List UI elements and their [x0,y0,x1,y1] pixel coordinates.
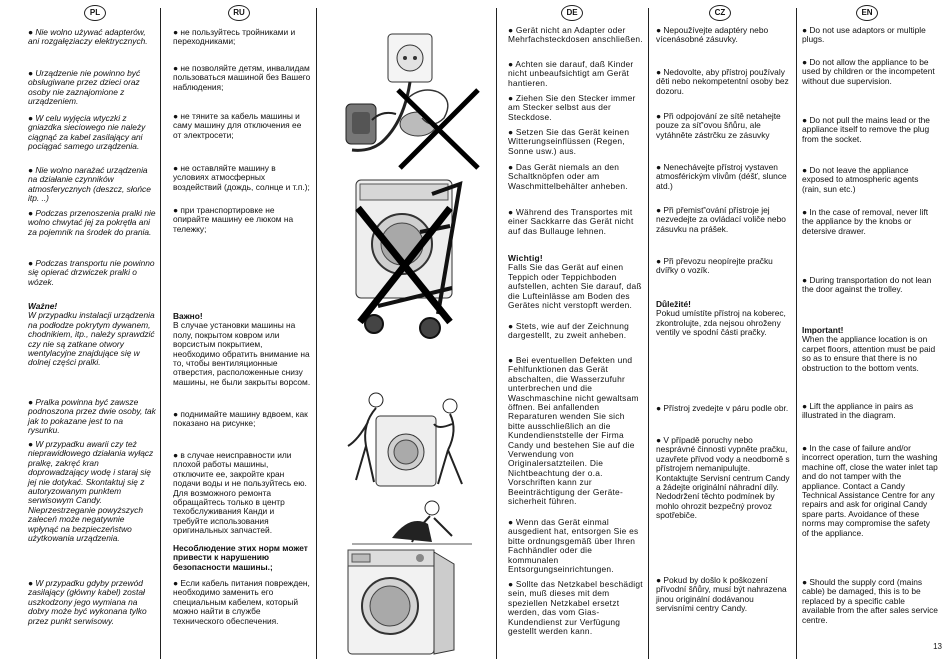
de-item-9: ● Bei eventuellen Defekten und Fehlfunktionen das Gerät abschalten, die Wasserzufuhr unterbrechen und die Waschmaschine nicht gewaltsam öffnen. Bei anfallenden Reparaturen wenden Sie sich bitte ausschließlich an die Kundendienststelle der Firma Candy und bestehen Sie auf die Verwendung von Originalersatzteilen. Die Nichtbeachtung der o.a. Vorschriften kann zur Beeinträchtigung der Geräte-sicherheit führen. [508,355,639,507]
cz-item-8: ● Přístroj zvedejte v páru podle obr. [656,403,789,413]
cz-item-10: ● Pokud by došlo k poškození přívodní šňůry, musí být nahrazena jinou originální dodávanou servisními centry Candy. [656,575,787,614]
ru-item-4: ● не оставляйте машину в условиях атмосферных воздействий (дождь, солнце и т.п.); [173,163,310,192]
ru-item-8: ● в случае неисправности или плохой работы машины, отключите ее, закройте кран подачи воды и не пользуйтесь ею. Для возможного ремонта обращайтесь только в центр техобслуживания Канди и требуйте использования оригинальных запчастей. [173,450,307,536]
lang-badge-cz: CZ [709,5,731,21]
de-item-2: ● Achten sie darauf, daß Kinder nicht unbeaufsichtigt am Gerät hantieren. [508,59,634,88]
pl-item-4: ● Nie wolno narażać urządzenia na działanie czynników atmosferycznych (deszcz, słońce itp. ..) [28,165,151,204]
pl-item-2: ● Urządzenie nie powinno być obsługiwane przez dzieci oraz osoby nie zaznajomione z urządzeniem. [28,68,141,107]
de-item-3: ● Ziehen Sie den Stecker immer am Stecker selbst aus der Steckdose. [508,93,636,122]
cz-important-note: Důležité! Pokud umístíte přístroj na koberec, zkontrolujte, zda nejsou ohroženy ventily ve spodní části pračky. [656,300,790,338]
en-important-heading: Important! [802,325,844,335]
de-item-11: ● Sollte das Netzkabel beschädigt sein, muß dieses mit dem speziellen Netzkabel ersetzt werden, das vom Gias-Kundendienst zur Verfügung gestellt werden kann. [508,579,643,637]
lang-badge-en: EN [856,5,878,21]
de-item-5: ● Das Gerät niemals an den Schaltknöpfen oder am Waschmittelbehälter anheben. [508,162,628,191]
column-divider [316,8,317,659]
ru-warning-heading: Несоблюдение этих норм может привести к нарушению безопасности машины.; [173,543,308,572]
lang-badge-de: DE [561,5,583,21]
ru-item-1: ● не пользуйтесь тройниками и переходниками; [173,27,296,47]
column-divider [648,8,649,659]
pl-important-heading: Ważne! [28,301,58,311]
en-item-4: ● Do not leave the appliance exposed to atmospheric agents (rain, sun etc.) [802,165,919,194]
page-number: 13 [933,642,942,651]
en-important-note: Important! When the appliance location is on carpet floors, attention must be paid so as to ensure that there is no obstruction to the bottom vents. [802,326,938,373]
lang-badge-ru: RU [228,5,250,21]
de-important-note: Wichtig! Falls Sie das Gerät auf einen Teppich oder Teppichboden aufstellen, achten Sie darauf, daß die Lufteinlässe am Boden des Gerätes nicht verstopft werden. [508,253,642,311]
ru-item-7: ● поднимайте машину вдвоем, как показано на рисунке; [173,409,308,429]
cz-item-4: ● Nenechávejte přístroj vystaven atmosférickým vlivům (déšť, slunce atd.) [656,162,787,191]
ru-item-3: ● не тяните за кабель машины и саму машину для отключения ее от электросети; [173,111,302,140]
column-divider [160,8,161,659]
ru-important-note: Важно! В случае установки машины на полу, покрытом ковром или ворсистым покрытием, необходимо обратить внимание на то, чтобы вентиляционные отверстия, расположенные снизу машины, не были закрыты ворсом. [173,311,311,387]
de-item-6: ● Während des Transportes mit einer Sackkarre das Gerät nicht auf das Bullauge lehnen. [508,207,634,236]
washing-machine-illustration [322,544,492,662]
column-divider [496,8,497,659]
cz-item-3: ● Při odpojování ze sítě netahejte pouze za síť'ovou šňůru, ale vytáhněte zástrčku ze zásuvky [656,111,781,140]
ru-item-5: ● при транспортировке не опирайте машину ее люком на тележку; [173,205,294,234]
pl-item-3: ● W celu wyjęcia wtyczki z gniazdka sieciowego nie należy ciągnąć za kabel zasilający ani pociągać samego urządzenia. [28,113,146,152]
lang-badge-pl: PL [84,5,106,21]
pl-item-5: ● Podczas przenoszenia pralki nie wolno chwytać jej za pokrętła ani za pojemnik na środek do prania. [28,208,156,237]
pl-item-1: ● Nie wolno używać adapterów, ani rozgałęziaczy elektrycznych. [28,27,148,47]
de-item-8: ● Stets, wie auf der Zeichnung dargestellt, zu zweit anheben. [508,321,630,341]
pl-important-note: Ważne! W przypadku instalacji urządzenia na podłodze pokrytym dywanem, chodnikiem, itp., należy sprawdzić czy nie są zatkane otwory wentylacyjne znajdujące się w dolnej części pralki. [28,301,155,368]
trolley-illustration [322,172,492,350]
cz-item-1: ● Nepoužívejte adaptéry nebo vícenásobné zásuvky. [656,25,769,45]
cz-item-5: ● Při přemisť'ování přístroje jej nezvedejte za ovládací voliče nebo zásuvku na prášek. [656,205,786,234]
de-item-10: ● Wenn das Gerät einmal ausgedient hat, entsorgen Sie es bitte ordnungsgemäß über Ihren Fachhändler oder die kommunalen Entsorgungseinrichtungen. [508,517,639,575]
service-illustration [322,494,492,550]
de-item-4: ● Setzen Sie das Gerät keinen Witterungseinflüssen (Regen, Sonne usw.) aus. [508,127,630,156]
cz-item-6: ● Při převozu neopírejte pračku dvířky o vozík. [656,256,773,276]
pl-item-6: ● Podczas transportu nie powinno się opierać drzwiczek pralki o wózek. [28,258,155,287]
en-item-8: ● Lift the appliance in pairs as illustrated in the diagram. [802,401,914,421]
cz-important-heading: Důležité! [656,299,691,309]
en-item-6: ● During transportation do not lean the door against the trolley. [802,275,932,295]
de-item-1: ● Gerät nicht an Adapter oder Mehrfachsteckdosen anschließen. [508,25,643,45]
en-item-5: ● In the case of removal, never lift the appliance by the knobs or detersive drawer. [802,207,929,236]
ru-item-2: ● не позволяйте детям, инвалидам пользоваться машиной без Вашего наблюдения; [173,63,311,92]
pl-item-10: ● W przypadku gdyby przewód zasilający (główny kabel) został uszkodzony jego wymiana na dobry może być wykonana tylko przez punkt serwisowy. [28,578,147,626]
ru-item-9: ● Если кабель питания поврежден, необходимо заменить его специальным кабелем, который можно найти в службе технического обеспечения. [173,578,310,626]
de-important-heading: Wichtig! [508,253,543,263]
en-item-3: ● Do not pull the mains lead or the appliance itself to remove the plug from the socket. [802,115,930,144]
en-item-2: ● Do not allow the appliance to be used by children or the incompetent without due supervision. [802,57,935,86]
cz-item-2: ● Nedovolte, aby přístroj používaly děti nebo nekompetentní osoby bez dozoru. [656,67,789,96]
lifting-in-pairs-illustration [322,384,492,494]
pl-item-9: ● W przypadku awarii czy też nieprawidłowego działania wyłącz pralkę, zakręć kran doprowadzający wodę i staraj się jej nie dotykać. Skontaktuj się z autoryzowanym punktem serwisowym Candy. Nieprzestrzeganie powyższych zaleceń może negatywnie wpłynąć na bezpieczeństwo użytkowania urządzenia. [28,439,154,544]
column-divider [796,8,797,659]
en-item-9: ● In the case of failure and/or incorrect operation, turn the washing machine off, close the water inlet tap and do not tamper with the appliance. Contact a Candy Technical Assistance Centre for any repairs and ask for original Candy spare parts. Avoidance of these norms may compromise the safety of the appliance. [802,443,938,538]
pl-item-8: ● Pralka powinna być zawsze podnoszona przez dwie osoby, tak jak to pokazane jest to na rysunku. [28,397,156,436]
plug-adaptor-illustration [322,22,492,172]
ru-important-heading: Важно! [173,311,203,321]
en-item-1: ● Do not use adaptors or multiple plugs. [802,25,926,45]
en-item-10: ● Should the supply cord (mains cable) be damaged, this is to be replaced by a specific cable available from the after sales service centre. [802,577,938,625]
cz-item-9: ● V případě poruchy nebo nesprávné činnosti vypněte pračku, uzavřete přívod vody a neodborně s přístrojem nemanipulujte. Kontaktujte Servisní centrum Candy a žádejte originální náhradní díly. Nedodržení těchto podmínek by mohlo ohrozit bezpečný provoz spotřebiče. [656,435,790,521]
